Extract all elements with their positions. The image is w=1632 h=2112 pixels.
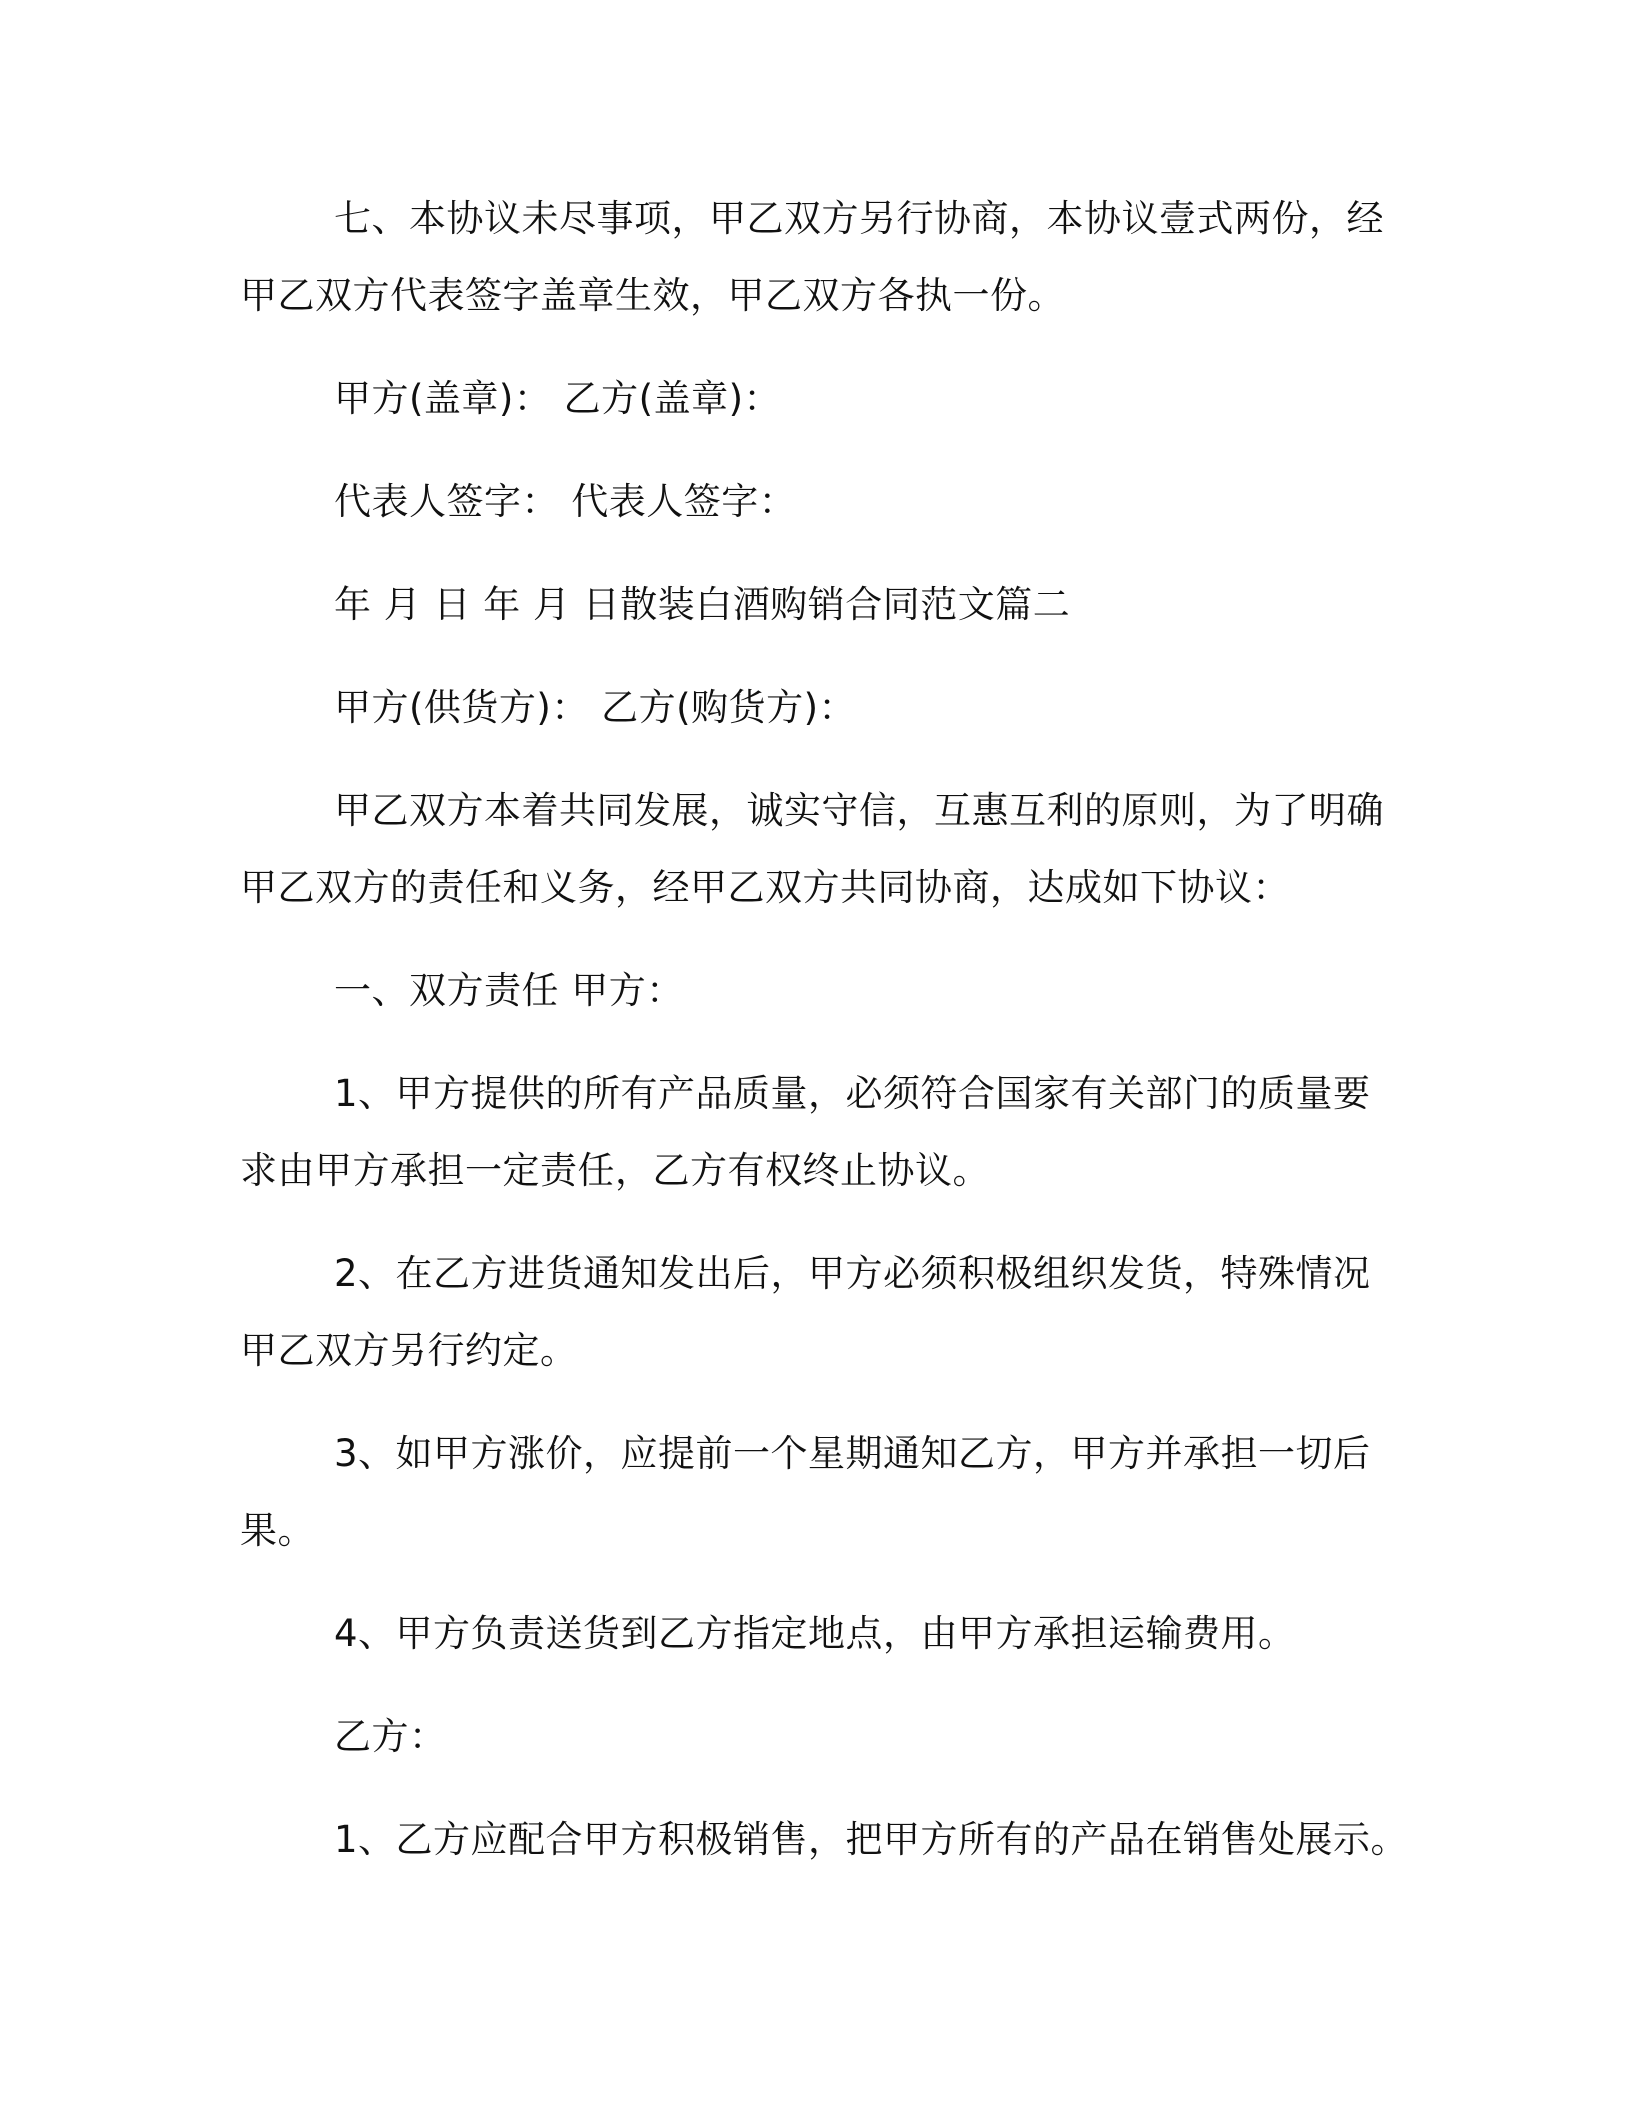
section-one-heading: 一、双方责任 甲方： (334, 969, 684, 1012)
clause-seven-line-2: 甲乙双方代表签字盖章生效，甲乙双方各执一份。 (240, 274, 1065, 317)
date-and-section-title-line: 年 月 日 年 月 日散装白酒购销合同范文篇二 (334, 583, 1071, 626)
party-seal-line: 甲方(盖章)： 乙方(盖章)： (334, 377, 782, 420)
party-a-item-4: 4、甲方负责送货到乙方指定地点，由甲方承担运输费用。 (334, 1612, 1296, 1655)
party-b-item-1: 1、乙方应配合甲方积极销售，把甲方所有的产品在销售处展示。 (334, 1818, 1409, 1861)
representative-signature-line: 代表人签字： 代表人签字： (334, 480, 797, 523)
clause-seven-line-1: 七、本协议未尽事项，甲乙双方另行协商，本协议壹式两份，经 (334, 197, 1384, 240)
party-a-item-2-line-1: 2、在乙方进货通知发出后，甲方必须积极组织发货，特殊情况 (334, 1252, 1371, 1295)
party-a-item-3-line-2: 果。 (240, 1509, 315, 1552)
party-a-item-3-line-1: 3、如甲方涨价，应提前一个星期通知乙方，甲方并承担一切后 (334, 1432, 1371, 1475)
party-a-item-1-line-2: 求由甲方承担一定责任，乙方有权终止协议。 (240, 1149, 990, 1192)
supplier-buyer-line: 甲方(供货方)： 乙方(购货方)： (334, 686, 857, 729)
party-b-heading: 乙方： (334, 1715, 447, 1758)
preamble-line-1: 甲乙双方本着共同发展，诚实守信，互惠互利的原则，为了明确 (334, 789, 1384, 832)
party-a-item-2-line-2: 甲乙双方另行约定。 (240, 1329, 578, 1372)
preamble-line-2: 甲乙双方的责任和义务，经甲乙双方共同协商，达成如下协议： (240, 866, 1290, 909)
party-a-item-1-line-1: 1、甲方提供的所有产品质量，必须符合国家有关部门的质量要 (334, 1072, 1371, 1115)
